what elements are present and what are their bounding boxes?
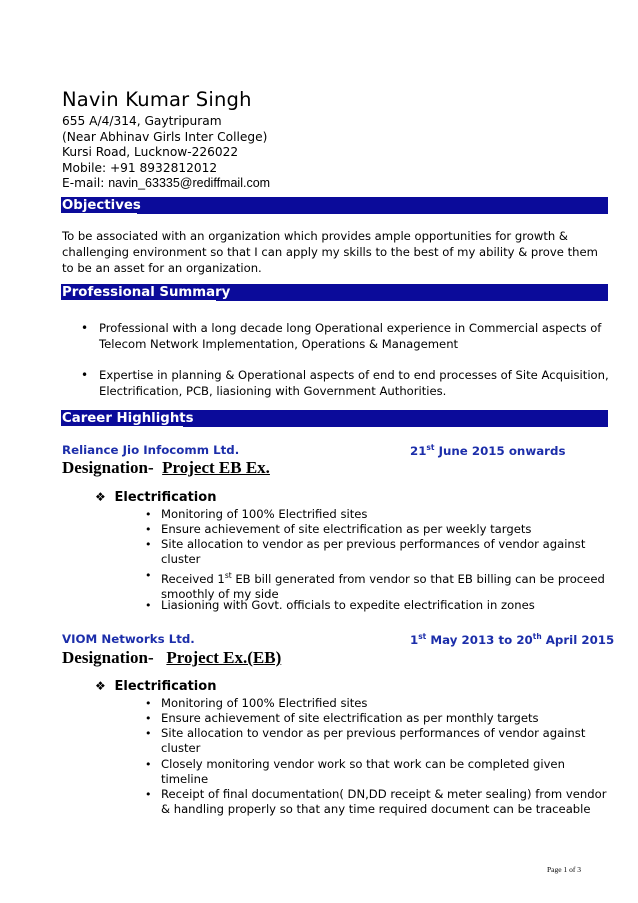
objectives-line: to be an asset for an organization. <box>62 261 262 275</box>
bullet-icon: • <box>145 712 152 725</box>
summary-heading-band <box>61 284 608 301</box>
bullet-icon: • <box>81 321 89 335</box>
diamond-bullet-icon: ❖ <box>95 679 106 693</box>
address-line-1: 655 A/4/314, Gaytripuram <box>62 114 222 128</box>
bullet-icon: • <box>145 727 152 740</box>
heading-underline <box>61 213 137 214</box>
summary-line: Expertise in planning & Operational aspects of end to end processes of Site Acquisition, <box>99 368 609 382</box>
resume-page: Navin Kumar Singh 655 A/4/314, Gaytripuram (Near Abhinav Girls Inter College) Kursi Road, Lucknow-226022 Mobile: +91 8932812012 E-mail: navin_63335@rediffmail.com Objectives To be associated with an organization which provides ample opportunities for growth & challenging environment so that I can apply my skills to the best of my ability & prove them to be an asset for an organization. Professional Summary • Professional with a long decade long Operational experience in Commercial aspects of Telecom Network Implementation, Operations & Management • Expertise in planning & Operational aspects of end to end processes of Site Acquisition, Electrification, PCB, liasioning with Government Authorities. Career Highlights Reliance Jio Infocomm Ltd. 21st June 2015 onwards Designation- Project EB Ex. ❖ Electrification • Monitoring of 100% Electrified sites • Ensure achievement of site electrification as per weekly targets • Site allocation to vendor as per previous performances of vendor against cluster • Received 1st EB bill generated from vendor so that EB billing can be proceed smoothly of my side • Liasioning with Govt. officials to expedite electrification in zones VIOM Networks Ltd. 1st May 2013 to 20th April 2015 Designation- Project Ex.(EB) ❖ Electrification • Monitoring of 100% Electrified sites • Ensure achievement of site electrification as per monthly targets • Site allocation to vendor as per previous performances of vendor against cluster • Closely monitoring vendor work so that work can be completed given timeline • Receipt of final documentation( DN,DD receipt & meter sealing) from vendor & handling properly so that any time required document can be traceable Page 1 of 3 <box>0 0 638 903</box>
email-address: navin_63335@rediffmail.com <box>108 176 271 191</box>
page-number: Page 1 of 3 <box>547 865 581 874</box>
career-heading: Career Highlights <box>62 411 194 426</box>
company-name: Reliance Jio Infocomm Ltd. <box>62 443 240 457</box>
objectives-heading-band <box>61 197 608 214</box>
objectives-line: To be associated with an organization which provides ample opportunities for growth & <box>62 229 568 243</box>
company-name: VIOM Networks Ltd. <box>62 632 195 646</box>
summary-heading: Professional Summary <box>62 285 231 300</box>
email-label: E-mail: <box>62 176 109 191</box>
designation-title: Project Ex.(EB) <box>166 648 282 667</box>
bullet-icon: • <box>145 569 152 582</box>
sub-heading: ❖ Electrification <box>95 490 217 505</box>
bullet-icon: • <box>145 599 152 612</box>
bullet-icon: • <box>145 697 152 710</box>
mobile-line: Mobile: +91 8932812012 <box>62 160 218 175</box>
bullet-icon: • <box>145 788 152 801</box>
job-date: 21st June 2015 onwards <box>410 443 566 458</box>
designation-title: Project EB Ex. <box>162 458 270 477</box>
address-line-3: Kursi Road, Lucknow-226022 <box>62 145 239 160</box>
objectives-line: challenging environment so that I can apply my skills to the best of my ability & prove them <box>62 245 598 259</box>
bullet-icon: • <box>145 758 152 771</box>
summary-line: Professional with a long decade long Operational experience in Commercial aspects of <box>99 321 602 335</box>
email-line <box>62 176 270 192</box>
designation-label: Designation- <box>62 648 154 667</box>
career-heading-band <box>61 410 608 427</box>
heading-underline <box>61 426 183 427</box>
bullet-icon: • <box>145 538 152 551</box>
objectives-heading: Objectives <box>62 198 141 213</box>
address-line-2: (Near Abhinav Girls Inter College) <box>62 129 268 144</box>
objectives-text <box>62 228 610 276</box>
candidate-name: Navin Kumar Singh <box>62 88 252 111</box>
summary-line: Electrification, PCB, liasioning with Government Authorities. <box>99 384 447 398</box>
sub-heading: ❖ Electrification <box>95 679 217 694</box>
designation <box>62 458 270 478</box>
designation <box>62 648 281 668</box>
job-date: 1st May 2013 to 20th April 2015 <box>410 632 615 647</box>
heading-underline <box>61 300 216 301</box>
bullet-icon: • <box>81 368 89 382</box>
bullet-icon: • <box>145 508 152 521</box>
contact-block <box>62 114 270 192</box>
summary-line: Telecom Network Implementation, Operations & Management <box>99 337 459 351</box>
designation-label: Designation- <box>62 458 154 477</box>
diamond-bullet-icon: ❖ <box>95 490 106 504</box>
bullet-icon: • <box>145 523 152 536</box>
